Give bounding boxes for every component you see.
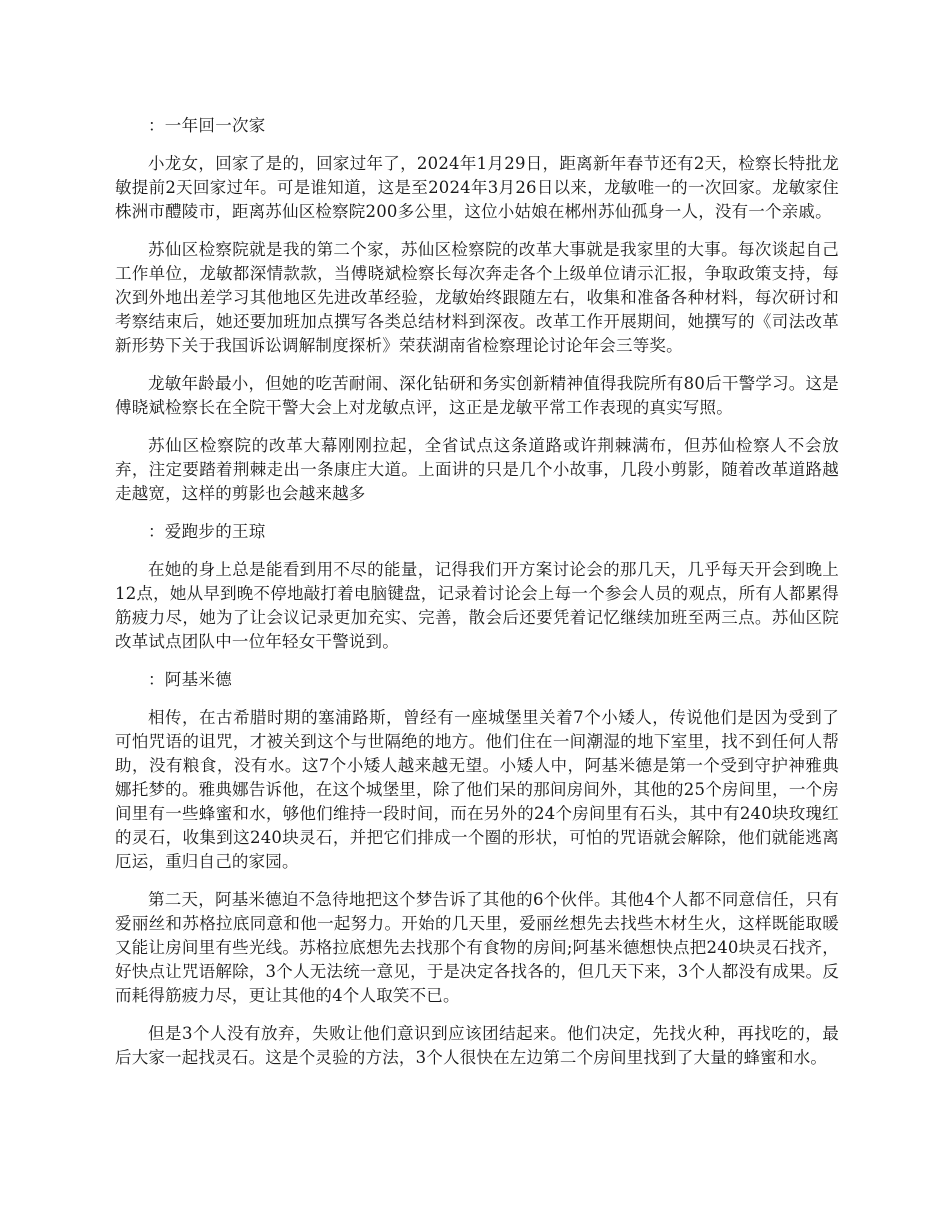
paragraph: 龙敏年龄最小，但她的吃苦耐闹、深化钻研和务实创新精神值得我院所有80后干警学习。这是傅晓斌检察长在全院干警大会上对龙敏点评，这正是龙敏平常工作表现的真实写照。: [115, 374, 839, 417]
document-body: [115, 114, 839, 1084]
paragraph: 小龙女，回家了是的，回家过年了，2024年1月29日，距离新年春节还有2天，检察长特批龙敏提前2天回家过年。可是谁知道，这是至2024年3月26日以来，龙敏唯一的一次回家。龙敏家住株洲市醴陵市，距离苏仙区检察院200多公里，这位小姑娘在郴州苏仙孤身一人，没有一个亲戚。: [115, 154, 839, 221]
paragraph: 苏仙区检察院就是我的第二个家，苏仙区检察院的改革大事就是我家里的大事。每次谈起自己工作单位，龙敏都深情款款，当傅晓斌检察长每次奔走各个上级单位请示汇报，争取政策支持，每次到外地出差学习其他地区先进改革经验，龙敏始终跟随左右，收集和准备各种材料，每次研讨和考察结束后，她还要加班加点撰写各类总结材料到深夜。改革工作开展期间，她撰写的《司法改革新形势下关于我国诉讼调解制度探析》荣获湖南省检察理论讨论年会三等奖。: [115, 240, 839, 355]
paragraph: 相传，在古希腊时期的塞浦路斯，曾经有一座城堡里关着7个小矮人，传说他们是因为受到了可怕咒语的诅咒，才被关到这个与世隔绝的地方。他们住在一间潮湿的地下室里，找不到任何人帮助，没有粮食，没有水。这7个小矮人越来越无望。小矮人中，阿基米德是第一个受到守护神雅典娜托梦的。雅典娜告诉他，在这个城堡里，除了他们呆的那间房间外，其他的25个房间里，一个房间里有一些蜂蜜和水，够他们维持一段时间，而在另外的24个房间里有石头，其中有240块玫瑰红的灵石，收集到这240块灵石，并把它们排成一个圈的形状，可怕的咒语就会解除，他们就能逃离厄运，重归自己的家园。: [115, 708, 839, 871]
paragraph: 第二天，阿基米德迫不急待地把这个梦告诉了其他的6个伙伴。其他4个人都不同意信任，只有爱丽丝和苏格拉底同意和他一起努力。开始的几天里，爱丽丝想先去找些木材生火，这样既能取暖又能让房间里有些光线。苏格拉底想先去找那个有食物的房间;阿基米德想快点把240块灵石找齐，好快点让咒语解除，3个人无法统一意见，于是决定各找各的，但几天下来，3个人都没有成果。反而耗得筋疲力尽，更让其他的4个人取笑不已。: [115, 890, 839, 1005]
paragraph: 苏仙区检察院的改革大幕刚刚拉起，全省试点这条道路或许荆棘满布，但苏仙检察人不会放弃，注定要踏着荆棘走出一条康庄大道。上面讲的只是几个小故事，几段小剪影，随着改革道路越走越宽，这样的剪影也会越来越多: [115, 436, 839, 503]
section-heading-archimedes: ：阿基米德: [148, 670, 232, 689]
section-heading-home: ：一年回一次家: [148, 116, 266, 135]
paragraph: 在她的身上总是能看到用不尽的能量，记得我们开方案讨论会的那几天，几乎每天开会到晚上12点，她从早到晚不停地敲打着电脑键盘，记录着讨论会上每一个参会人员的观点，所有人都累得筋疲力尽，她为了让会议记录更加充实、完善，散会后还要凭着记忆继续加班至两三点。苏仙区院改革试点团队中一位年轻女干警说到。: [115, 560, 839, 651]
paragraph: 但是3个人没有放弃，失败让他们意识到应该团结起来。他们决定，先找火种，再找吃的，最后大家一起找灵石。这是个灵验的方法，3个人很快在左边第二个房间里找到了大量的蜂蜜和水。: [115, 1024, 839, 1067]
section-heading-running: ：爱跑步的王琼: [148, 522, 266, 541]
